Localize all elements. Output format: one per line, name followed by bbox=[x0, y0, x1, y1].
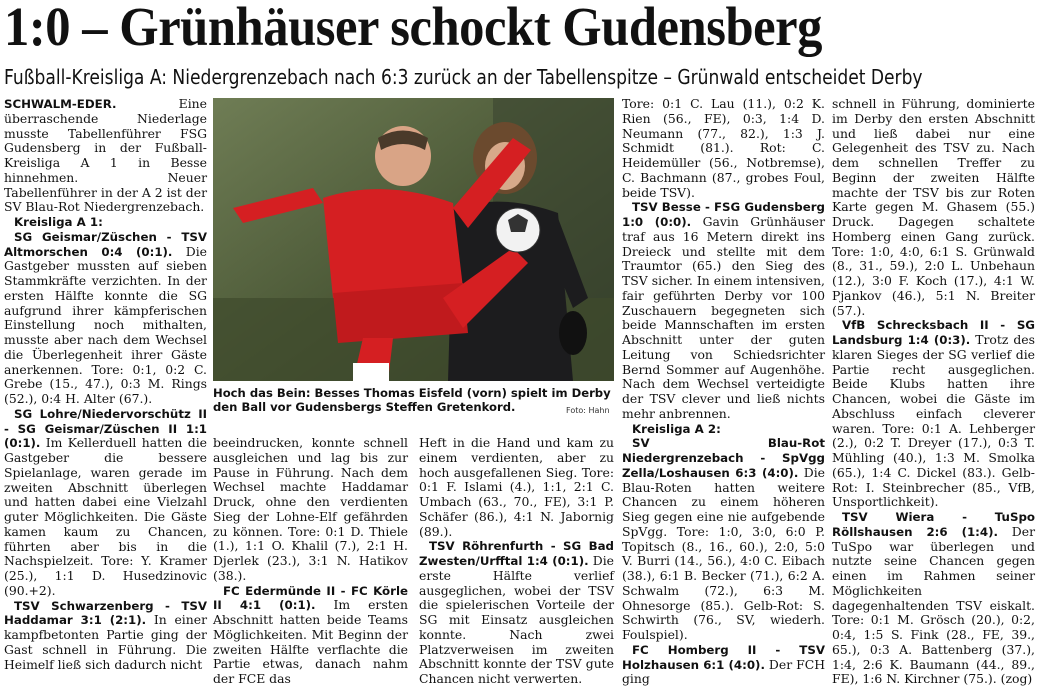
football bbox=[496, 208, 540, 252]
match-heading: TSV Schwarzenberg - TSV Haddamar 3:1 (2:1). bbox=[4, 598, 207, 628]
match-heading: VfB Schrecksbach II - SG Landsburg 1:4 (0:3). bbox=[832, 318, 1035, 347]
article-column-4 bbox=[622, 96, 826, 687]
match-report: TSV Wiera - TuSpo Röllshausen 2:6 (1:4). Der TuSpo war überlegen und nutzte seine Chancen gegen einen im Rahmen seiner Möglichkeiten dagegenhaltenden TSV eiskalt. Tore: 0:1 M. Grösch (20.), 0:2, 0:4, 1:5 S. Fink (28., FE, 39., 65.), 0:3 A. Battenberg (37.), 1:4, 2:6 K. Baumann (44., 89., FE), 1:6 N. Kirchner (75.). (zog) bbox=[832, 510, 1035, 687]
photo-caption: Hoch das Bein: Besses Thomas Eisfeld (vorn) spielt im Derby den Ball vor Gudensbergs Steffen Gretenkord. bbox=[213, 386, 611, 414]
match-report-cont: beeindrucken, konnte schnell ausgleichen und lag bis zur Pause in Führung. Nach dem Wechsel machte Haddamar Druck, ohne den verdienten Sieg der Lohne-Elf gefährden zu können. Tore: 0:1 D. Thiele (1.), 1:1 O. Khalil (7.), 2:1 H. Djerlek (23.), 3:1 N. Hatikov (38.). bbox=[213, 435, 408, 583]
match-heading: TSV Besse - FSG Gudensberg 1:0 (0:0). bbox=[622, 200, 825, 229]
match-heading: FC Homberg II - TSV Holzhausen 6:1 (4:0). bbox=[622, 642, 825, 672]
photo-credit: Foto: Hahn bbox=[566, 406, 610, 415]
match-report: FC Edermünde II - FC Körle II 4:1 (0:1). Im ersten Abschnitt hatten beide Teams Möglichkeiten. Mit Beginn der zweiten Hälfte verflachte die Partie etwas, danach nahm der FCE das bbox=[213, 583, 408, 686]
league-heading: Kreisliga A 1: bbox=[14, 215, 103, 229]
match-report: TSV Besse - FSG Gudensberg 1:0 (0:0). Gavin Grünhäuser traf aus 16 Metern direkt ins Dreieck und stellte mit dem Traumtor (65.) den Sieg des TSV sicher. In einem intensiven, fair geführten Derby vor 100 Zuschauern begegneten sich beide Mannschaften im ersten Abschnitt unter der guten Leitung von Schiedsrichter Bernd Sommer auf Augenhöhe. Nach dem Wechsel verteidigte der TSV clever und ließ nichts mehr anbrennen. bbox=[622, 200, 825, 421]
match-report-cont: Heft in die Hand und kam zu einem verdienten, aber zu hoch ausgefallenen Sieg. Tore: 0:1 F. Islami (4.), 1:1, 2:1 C. Umbach (63., 70., FE), 3:1 P. Schäfer (86.), 4:1 N. Jabornig (89.). bbox=[419, 435, 614, 539]
match-report: SV Blau-Rot Niedergrenzebach - SpVgg Zella/Loshausen 6:3 (4:0). Die Blau-Roten hatten weitere Chancen zu einem höheren Sieg gegen eine nie aufgebende SpVgg. Tore: 1:0, 3:0, 6:0 P. Topitsch (8., 16., 60.), 2:0, 5:0 V. Burri (14., 56.), 4:0 C. Eibach (38.), 6:1 B. Becker (71.), 6:2 A. Schwalm (72.), 6:3 M. Ohnesorge (85.). Gelb-Rot: S. Schwirth (76., SV, wiederh. Foulspiel). bbox=[622, 436, 826, 642]
article-column-5 bbox=[832, 96, 1035, 687]
match-report: FC Homberg II - TSV Holzhausen 6:1 (4:0). Der FCH ging bbox=[622, 642, 825, 687]
subheadline: Fußball-Kreisliga A: Niedergrenzebach nach 6:3 zurück an der Tabellenspitze – Grünwald entscheidet Derby bbox=[4, 65, 923, 89]
match-photo bbox=[213, 98, 614, 381]
match-heading: SG Lohre/Niedervorschütz II - SG Geismar/Züschen II 1:1 (0:1). bbox=[4, 406, 207, 451]
match-report: TSV Schwarzenberg - TSV Haddamar 3:1 (2:1). In einer kampfbetonten Partie ging der Gast schnell in Führung. Die Heimelf ließ sich dadurch nicht bbox=[4, 598, 207, 672]
match-report: SG Lohre/Niedervorschütz II - SG Geismar/Züschen II 1:1 (0:1). Im Kellerduell hatten die Gastgeber die bessere Spielanlage, waren gerade im zweiten Abschnitt überlegen und hatten dabei eine Vielzahl guter Möglichkeiten. Die Gäste kamen kaum zu Chancen, führten aber bis in die Nachspielzeit. Tore: Y. Kramer (25.), 1:1 D. Husedzinovic (90.+2). bbox=[4, 406, 207, 598]
match-report: TSV Röhrenfurth - SG Bad Zwesten/Urfftal 1:4 (0:1). Die erste Hälfte verlief ausgeglichen, wobei der TSV die spielerischen Vorteile der SG mit Einsatz ausgleichen konnte. Nach zwei Platzverweisen im zweiten Abschnitt konnte der TSV gute Chancen nicht verwerten. bbox=[419, 539, 614, 686]
football-players-illustration bbox=[213, 98, 614, 381]
match-heading: SG Geismar/Züschen - TSV Altmorschen 0:4 (0:1). bbox=[4, 229, 207, 259]
match-report-cont: Tore: 0:1 C. Lau (11.), 0:2 K. Rien (56., FE), 0:3, 1:4 D. Neumann (77., 82.), 1:3 J. Schmidt (81.). Rot: C. Heidemüller (56., Notbremse), C. Bachmann (87., grobes Foul, beide TSV). bbox=[622, 96, 825, 200]
article-column-3 bbox=[419, 435, 614, 686]
article-column-1 bbox=[4, 96, 208, 672]
match-report-cont: schnell in Führung, dominierte im Derby den ersten Abschnitt und ließ dabei nur eine Gelegenheit des TSV zu. Nach dem schnellen Treffer zu Beginn der zweiten Hälfte machte der TSV bis zur Roten Karte gegen M. Ghasem (55.) Druck. Dagegen schaltete Homberg einen Gang zurück. Tore: 1:0, 4:0, 6:1 S. Grünwald (8., 31., 59.), 2:0 L. Unbehaun (12.), 3:0 F. Koch (17.), 4:1 W. Pjankov (46.), 5:1 N. Breiter (57.). bbox=[832, 96, 1035, 318]
match-heading: TSV Wiera - TuSpo Röllshausen 2:6 (1:4). bbox=[832, 510, 1035, 539]
headline: 1:0 – Grünhäuser schockt Gudensberg bbox=[4, 0, 822, 57]
match-heading: SV Blau-Rot Niedergrenzebach - SpVgg Zella/Loshausen 6:3 (4:0). bbox=[622, 436, 825, 480]
league-heading: Kreisliga A 2: bbox=[632, 421, 721, 436]
intro-paragraph: SCHWALM-EDER. Eine überraschende Niederlage musste Tabellenführer FSG Gudensberg in der Fußball-Kreisliga A 1 in Besse hinnehmen. Neuer Tabellenführer in der A 2 ist der SV Blau-Rot Niedergrenzebach. bbox=[4, 96, 207, 215]
match-report: SG Geismar/Züschen - TSV Altmorschen 0:4 (0:1). Die Gastgeber mussten auf sieben Stammkräfte verzichten. In der ersten Hälfte konnte die SG aufgrund ihrer kämpferischen Einstellung noch mithalten, musste aber nach dem Wechsel die Überlegenheit ihrer Gäste anerkennen. Tore: 0:1, 0:2 C. Grebe (15., 47.), 0:3 M. Rings (52.), 0:4 H. Alter (67.). bbox=[4, 229, 208, 406]
match-heading: FC Edermünde II - FC Körle II 4:1 (0:1). bbox=[213, 583, 408, 613]
article-column-2 bbox=[213, 435, 408, 686]
dateline: SCHWALM-EDER. bbox=[4, 97, 117, 111]
match-report: VfB Schrecksbach II - SG Landsburg 1:4 (0:3). Trotz des klaren Sieges der SG verlief die Partie recht ausgeglichen. Beide Klubs hatten ihre Chancen, wobei die Gäste im Abschluss einfach cleverer waren. Tore: 0:1 A. Lehberger (2.), 0:2 T. Dreyer (17.), 0:3 T. Mühling (40.), 1:3 M. Smolka (65.), 1:4 C. Dickel (83.). Gelb-Rot: I. Steinbrecher (85., VfB, Unsportlichkeit). bbox=[832, 318, 1035, 510]
match-heading: TSV Röhrenfurth - SG Bad Zwesten/Urfftal 1:4 (0:1). bbox=[419, 539, 614, 568]
